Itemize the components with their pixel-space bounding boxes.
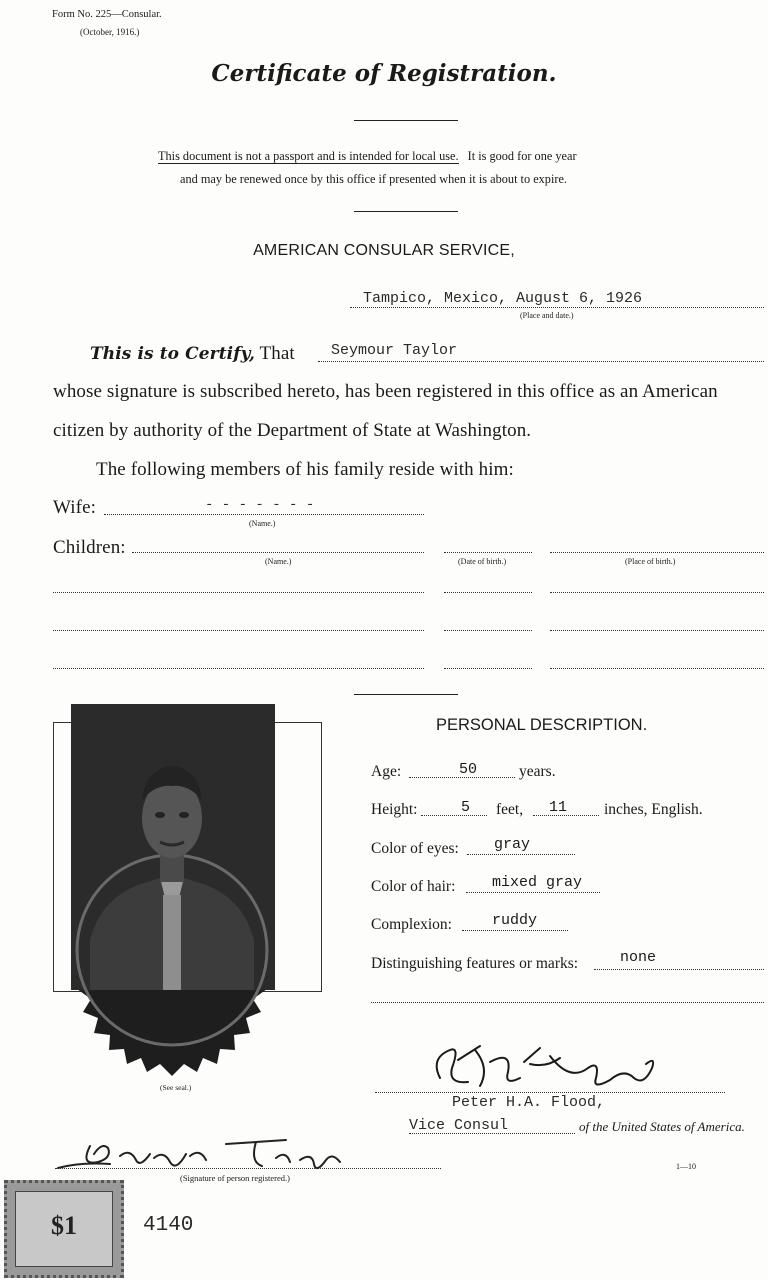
wife-value: - - - - - - -: [205, 497, 315, 513]
registrant-signature: [50, 1132, 380, 1178]
service-heading: AMERICAN CONSULAR SERVICE,: [253, 242, 515, 259]
photo-caption: (See seal.): [160, 1083, 192, 1092]
certify-that: That: [259, 343, 295, 364]
child-row-line: [550, 620, 764, 631]
consul-title-line: [409, 1118, 575, 1134]
certify-line: [90, 343, 295, 365]
height-label: Height:: [371, 801, 418, 818]
notice-rest: It is good for one year: [467, 149, 577, 163]
child-row-line: [53, 620, 424, 631]
age-unit: years.: [519, 763, 556, 780]
certify-line-2: whose signature is subscribed hereto, has been registered in this office as an American: [53, 381, 718, 402]
wife-label: Wife:: [53, 497, 96, 518]
marks-line-2: [371, 992, 764, 1003]
registrant-name: Seymour Taylor: [331, 342, 458, 359]
children-label: Children:: [53, 537, 126, 558]
divider: [354, 120, 458, 121]
notice-underlined: This document is not a passport and is intended for local use.: [158, 149, 459, 163]
complexion-label: Complexion:: [371, 916, 452, 933]
complexion-value: ruddy: [492, 912, 538, 929]
child-row-line: [550, 582, 764, 593]
place-date-label: (Place and date.): [520, 311, 574, 320]
document-title: Certificate of Registration.: [211, 60, 557, 87]
marks-value: none: [620, 949, 657, 966]
certify-line-3: citizen by authority of the Department of State at Washington.: [53, 420, 532, 441]
hair-value: mixed gray: [492, 874, 583, 891]
notice-line-2: and may be renewed once by this office if presented when it is about to expire.: [180, 172, 567, 186]
child-row-line: [444, 658, 532, 669]
child-row-line: [444, 620, 532, 631]
place-date-value: Tampico, Mexico, August 6, 1926: [363, 290, 643, 307]
height-feet-line: [421, 800, 487, 816]
age-value: 50: [459, 761, 478, 778]
personal-description-heading: PERSONAL DESCRIPTION.: [436, 716, 648, 734]
notice-line-1: [158, 149, 577, 164]
inches-label: inches, English.: [604, 801, 703, 818]
print-code: 1—10: [676, 1162, 696, 1171]
child-name-line: [132, 540, 424, 553]
photo-with-seal: [60, 700, 300, 1090]
photo-shirt: [163, 895, 181, 990]
hair-label: Color of hair:: [371, 878, 456, 895]
eyes-value: gray: [494, 836, 531, 853]
marks-label: Distinguishing features or marks:: [371, 955, 579, 972]
of-usa-label: of the United States of America.: [579, 1119, 745, 1134]
child-row-line: [53, 658, 424, 669]
child-dob-line: [444, 540, 532, 553]
child-row-line: [53, 582, 424, 593]
children-name-col: (Name.): [265, 557, 292, 566]
wife-name-label: (Name.): [249, 519, 276, 528]
certify-line-4: The following members of his family reside with him:: [96, 459, 514, 480]
consul-title: Vice Consul: [409, 1117, 509, 1134]
child-row-line: [550, 658, 764, 669]
feet-label: feet,: [496, 801, 524, 818]
certify-lead: This is to Certify,: [90, 344, 256, 364]
age-label: Age:: [371, 763, 402, 780]
registration-number: 4140: [143, 1214, 194, 1237]
children-pob-col: (Place of birth.): [625, 557, 676, 566]
child-pob-line: [550, 540, 764, 553]
divider: [354, 211, 458, 212]
form-date: (October, 1916.): [80, 27, 140, 37]
height-feet-value: 5: [461, 799, 471, 816]
consul-name: Peter H.A. Flood,: [452, 1094, 606, 1111]
fee-stamp: [4, 1180, 124, 1278]
registrant-signature-line: [55, 1160, 441, 1169]
children-dob-col: (Date of birth.): [458, 557, 507, 566]
eyes-label: Color of eyes:: [371, 840, 459, 857]
height-inches-value: 11: [549, 799, 568, 816]
consul-signature-line: [375, 1084, 725, 1093]
fee-stamp-value: $1: [51, 1211, 77, 1240]
divider: [354, 694, 458, 695]
child-row-line: [444, 582, 532, 593]
form-number: Form No. 225—Consular.: [52, 9, 162, 20]
registrant-signature-label: (Signature of person registered.): [180, 1173, 290, 1183]
